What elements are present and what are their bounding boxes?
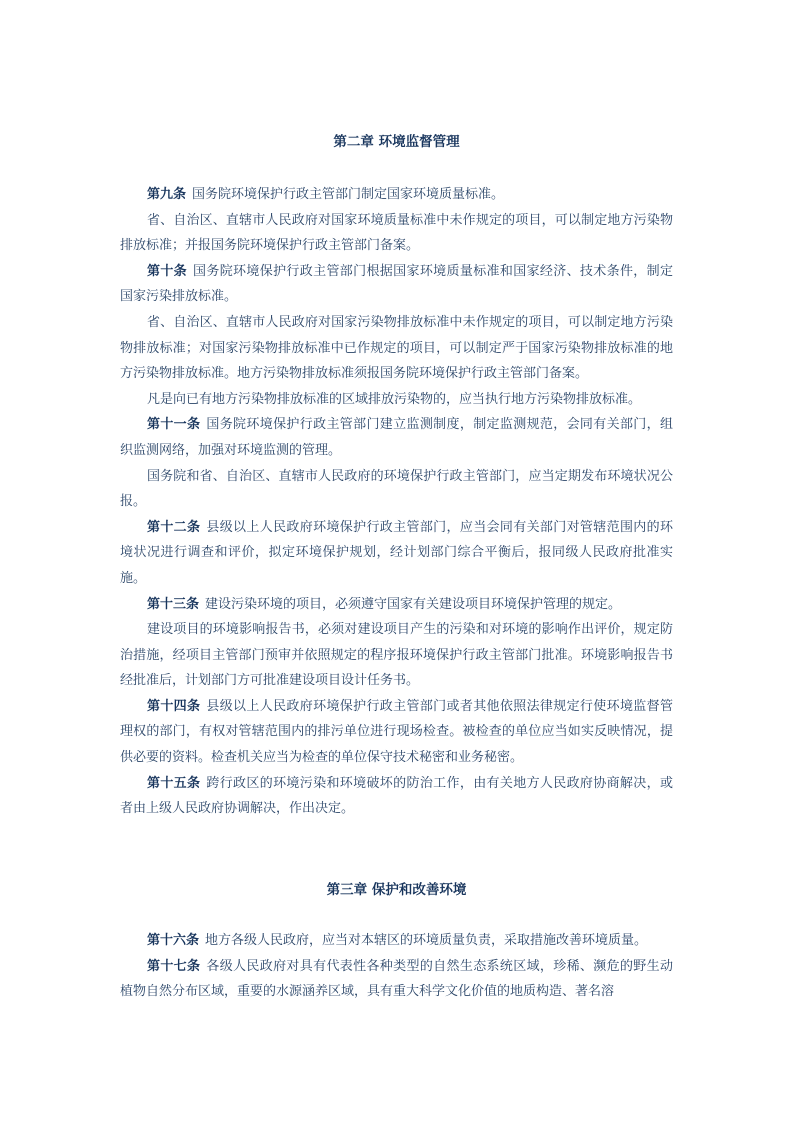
paragraph	[120, 412, 673, 463]
chapter-body	[120, 182, 673, 822]
paragraph-text: 各级人民政府对具有代表性各种类型的自然生态系统区域，珍稀、濒危的野生动植物自然分布区域，重要的水源涵养区域，具有重大科学文化价值的地质构造、著名溶	[120, 958, 673, 1000]
article-number: 第十一条	[147, 417, 201, 433]
article-number: 第十条	[147, 263, 188, 279]
paragraph	[120, 954, 673, 1005]
paragraph	[120, 464, 673, 515]
paragraph	[120, 208, 673, 259]
chapter-title: 第二章 环境监督管理	[333, 134, 460, 150]
paragraph	[120, 259, 673, 310]
paragraph	[120, 592, 673, 618]
paragraph-text: 国务院环境保护行政主管部门根据国家环境质量标准和国家经济、技术条件，制定国家污染排放标准。	[120, 263, 673, 305]
paragraph-text: 国务院环境保护行政主管部门制定国家环境质量标准。	[192, 187, 505, 202]
paragraph	[120, 617, 673, 694]
paragraph-text: 地方各级人民政府，应当对本辖区的环境质量负责，采取措施改善环境质量。	[205, 933, 648, 948]
paragraph-text: 建设污染环境的项目，必须遵守国家有关建设项目环境保护管理的规定。	[205, 596, 622, 612]
paragraph	[120, 515, 673, 592]
paragraph	[120, 928, 673, 954]
paragraph-text: 县级以上人民政府环境保护行政主管部门或者其他依照法律规定行使环境监督管理权的部门，有权对管辖范围内的排污单位进行现场检查。被检查的单位应当如实反映情况，提供必要的资料。检查机关应当为检查的单位保守技术秘密和业务秘密。	[120, 698, 673, 766]
article-number: 第十六条	[147, 933, 200, 948]
article-number: 第九条	[147, 187, 187, 202]
paragraph	[120, 310, 673, 387]
article-number: 第十七条	[147, 958, 201, 974]
article-number: 第十三条	[147, 596, 200, 612]
paragraph-text: 省、自治区、直辖市人民政府对国家环境质量标准中未作规定的项目，可以制定地方污染物排放标准；并报国务院环境保护行政主管部门备案。	[120, 212, 673, 254]
paragraph-text: 省、自治区、直辖市人民政府对国家污染物排放标准中未作规定的项目，可以制定地方污染物排放标准；对国家污染物排放标准中已作规定的项目，可以制定严于国家污染物排放标准的地方污染物排放标准。地方污染物排放标准须报国务院环境保护行政主管部门备案。	[120, 314, 673, 382]
paragraph	[120, 694, 673, 771]
article-number: 第十四条	[147, 698, 201, 714]
article-number: 第十二条	[147, 519, 201, 535]
chapter-body	[120, 928, 673, 1005]
paragraph	[120, 387, 673, 413]
paragraph	[120, 771, 673, 822]
paragraph-text: 建设项目的环境影响报告书，必须对建设项目产生的污染和对环境的影响作出评价，规定防治措施，经项目主管部门预审并依照规定的程序报环境保护行政主管部门批准。环境影响报告书经批准后，计划部门方可批准建设项目设计任务书。	[120, 622, 673, 689]
chapter-title: 第三章 保护和改善环境	[326, 882, 467, 898]
paragraph-text: 国务院和省、自治区、直辖市人民政府的环境保护行政主管部门，应当定期发布环境状况公报。	[120, 468, 673, 510]
paragraph	[120, 182, 673, 208]
paragraph-text: 跨行政区的环境污染和环境破坏的防治工作，由有关地方人民政府协商解决，或者由上级人民政府协调解决，作出决定。	[120, 775, 673, 817]
article-number: 第十五条	[147, 775, 201, 791]
paragraph-text: 国务院环境保护行政主管部门建立监测制度，制定监测规范，会同有关部门，组织监测网络，加强对环境监测的管理。	[120, 417, 673, 458]
paragraph-text: 凡是向已有地方污染物排放标准的区域排放污染物的，应当执行地方污染物排放标准。	[147, 391, 642, 407]
paragraph-text: 县级以上人民政府环境保护行政主管部门，应当会同有关部门对管辖范围内的环境状况进行调查和评价，拟定环境保护规划，经计划部门综合平衡后，报同级人民政府批准实施。	[120, 519, 673, 586]
